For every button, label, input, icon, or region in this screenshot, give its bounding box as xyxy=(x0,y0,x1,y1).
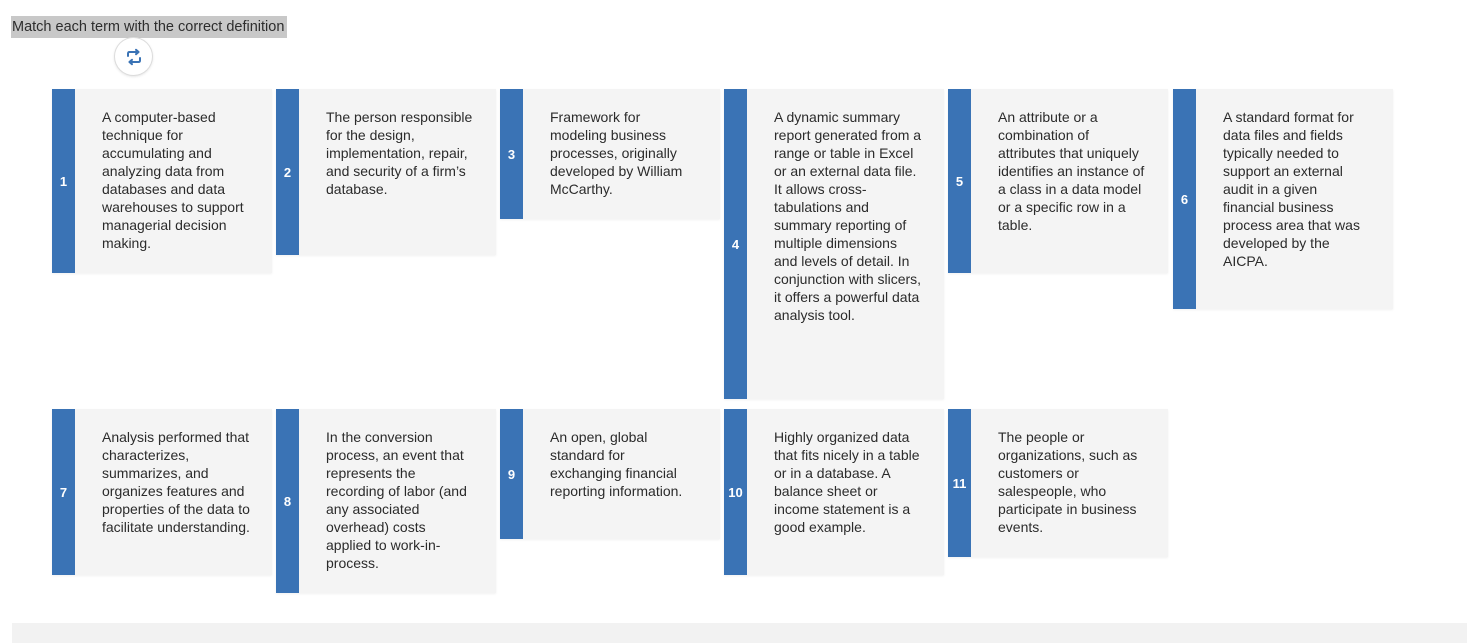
definition-text: The person responsible for the design, implementation, repair, and security of a firm’s database. xyxy=(326,109,473,197)
card-number: 4 xyxy=(724,89,747,399)
definition-card-11[interactable] xyxy=(948,409,1168,557)
definition-text: An attribute or a combination of attributes that uniquely identifies an instance of a class in a data model or a specific row in a table. xyxy=(998,109,1145,233)
card-number: 9 xyxy=(500,409,523,539)
card-number: 2 xyxy=(276,89,299,255)
question-instruction: Match each term with the correct definition xyxy=(11,16,287,38)
definition-text: A standard format for data files and fields typically needed to support an external audit in a given financial business process area that was developed by the AICPA. xyxy=(1223,109,1360,269)
card-number: 3 xyxy=(500,89,523,219)
definition-text: A computer-based technique for accumulating and analyzing data from databases and data warehouses to support managerial decision making. xyxy=(102,109,244,251)
definition-card-2[interactable] xyxy=(276,89,496,255)
definition-card-7[interactable] xyxy=(52,409,272,575)
definition-text: Analysis performed that characterizes, summarizes, and organizes features and properties of the data to facilitate understanding. xyxy=(102,429,250,535)
definition-card-6[interactable] xyxy=(1173,89,1393,309)
definition-text: Framework for modeling business processes, originally developed by William McCarthy. xyxy=(550,109,683,197)
card-number: 5 xyxy=(948,89,971,273)
card-number: 8 xyxy=(276,409,299,593)
card-number: 11 xyxy=(948,409,971,557)
definition-card-4[interactable] xyxy=(724,89,944,399)
definition-card-5[interactable] xyxy=(948,89,1168,273)
definition-text: An open, global standard for exchanging financial reporting information. xyxy=(550,429,683,499)
definition-text: A dynamic summary report generated from a range or table in Excel or an external data file. It allows cross-tabulations and summary reporting of multiple dimensions and levels of detail. In conjunction with slicers, it offers a powerful data analysis tool. xyxy=(774,109,922,323)
answer-drop-area[interactable] xyxy=(12,623,1467,643)
card-number: 6 xyxy=(1173,89,1196,309)
definition-text: Highly organized data that fits nicely in a table or in a database. A balance sheet or income statement is a good example. xyxy=(774,429,920,535)
definition-card-9[interactable] xyxy=(500,409,720,539)
definition-card-3[interactable] xyxy=(500,89,720,219)
card-number: 1 xyxy=(52,89,75,273)
definition-card-10[interactable] xyxy=(724,409,944,575)
card-number: 10 xyxy=(724,409,747,575)
shuffle-button[interactable] xyxy=(115,38,152,75)
definition-card-8[interactable] xyxy=(276,409,496,593)
card-number: 7 xyxy=(52,409,75,575)
shuffle-icon xyxy=(125,48,143,66)
definition-card-1[interactable] xyxy=(52,89,272,273)
definition-text: The people or organizations, such as customers or salespeople, who participate in business events. xyxy=(998,429,1138,535)
definition-text: In the conversion process, an event that represents the recording of labor (and any associated overhead) costs applied to work-in-process. xyxy=(326,429,467,571)
